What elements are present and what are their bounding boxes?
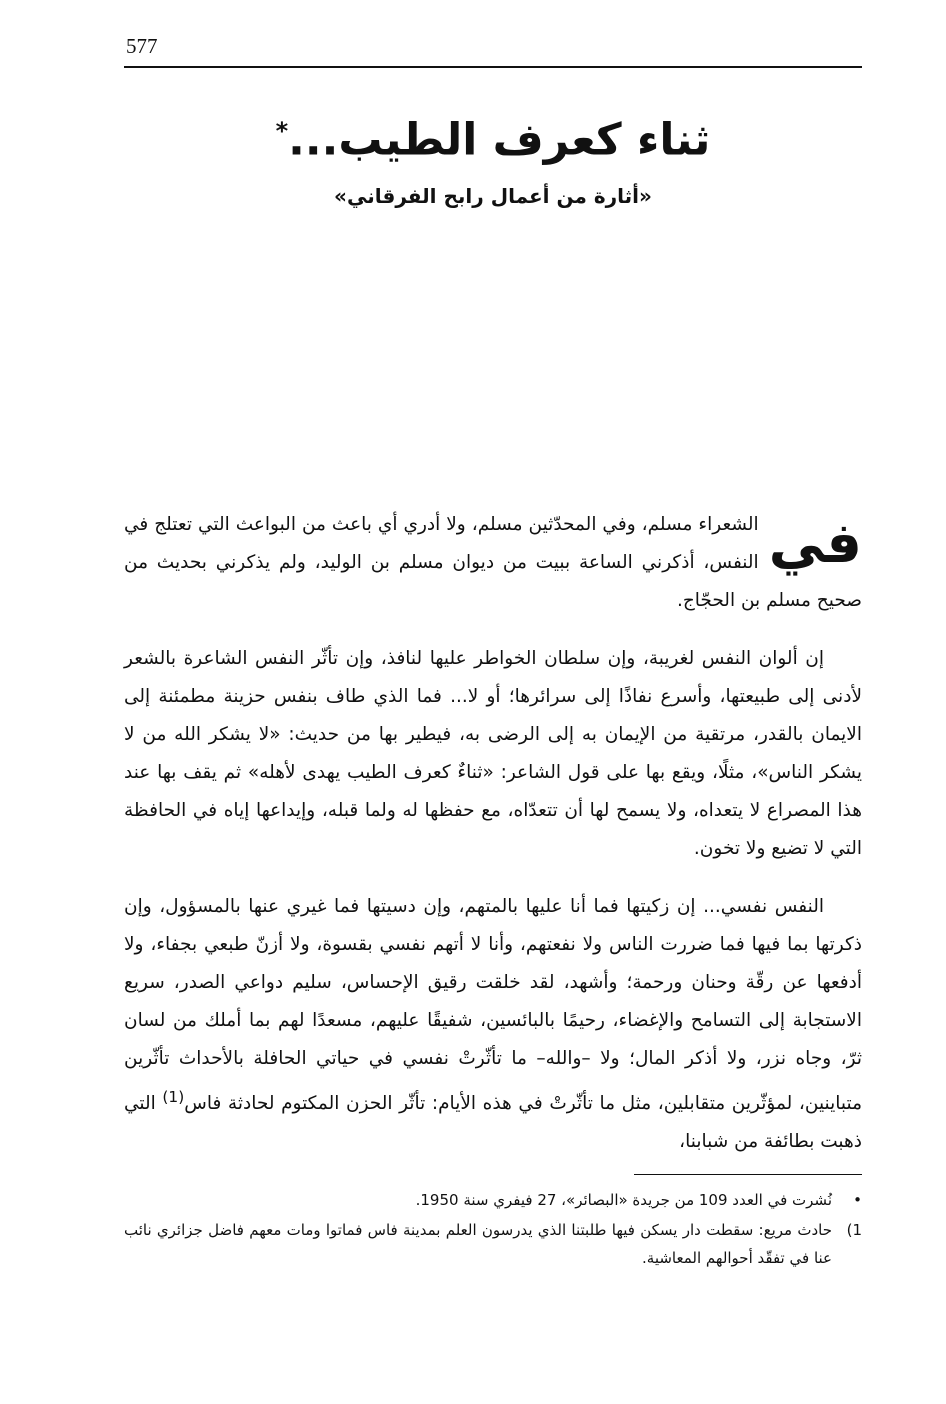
title-footnote-mark: *: [275, 117, 289, 145]
footnote-marker: •: [853, 1191, 862, 1209]
paragraph-1-text: الشعراء مسلم، وفي المحدّثين مسلم، ولا أدري أي باعث من البواعث التي تعتلج في النفس، أذكرني الساعة ببيت من ديوان مسلم بن الوليد، ولم يذكرني بحديث من صحيح مسلم بن الحجّاج.: [124, 514, 862, 611]
footnote-1: [124, 1216, 862, 1272]
article-title-text: ثناء كعرف الطيب...: [288, 114, 711, 166]
paragraph-3-text: النفس نفسي... إن زكيتها فما أنا عليها بالمتهم، وإن دسيتها فما غيري عنها بالمسؤول، وإن ذكرتها بما فيها فما ضررت الناس ولا نفعتهم، وأنا لا أتهم نفسي بقسوة، ولا أزنّ طبعي بجفاء، ولا أدفعها عن رقّة وحنان ورحمة؛ وأشهد، لقد خلقت رقيق الإحساس، سليم دواعي الصدر، سريع الاستجابة إلى التسامح والإغضاء، رحيمًا بالبائسين، شفيقًا عليهم، مسعدًا لهم بما أملك من لسان ثرّ، وجاه نزر، ولا أذكر المال؛ ولا –والله– ما تأثّرتْ نفسي في حياتي الحافلة بالأحداث تأثّرين متباينين، لمؤثّرين متقابلين، مثل ما تأثّرتْ في هذه الأيام: تأثّر الحزن المكتوم لحادثة فاس: [124, 896, 862, 1115]
paragraph-3: [124, 888, 862, 1161]
footnote-reference: (1): [162, 1088, 185, 1106]
footnote-marker: 1): [846, 1221, 862, 1239]
header-rule: [124, 66, 862, 68]
dropcap: في: [768, 511, 862, 576]
paragraph-2: إن ألوان النفس لغريبة، وإن سلطان الخواطر عليها لنافذ، وإن تأثّر النفس الشاعرة بالشعر لأدنى إلى طبيعتها، وأسرع نفاذًا إلى سرائرها؛ أو لا... فما الذي طاف بنفس حزينة مطمئنة إلى الايمان بالقدر، مرتقية من الإيمان به إلى الرضى به، فيطير بها من حديث: «لا يشكر الله من لا يشكر الناس»، مثلًا، ويقع بها على قول الشاعر: «ثناءٌ كعرف الطيب يهدى لأهله» ثم يقف بها عند هذا المصراع لا يتعداه، ولا يسمح لها أن تتعدّاه، مع حفظها له ولما قبله، وإيداعها إياه في الحافظة التي لا تضيع ولا تخون.: [124, 648, 862, 859]
article-subtitle: «أثارة من أعمال رابح الفرقاني»: [334, 184, 652, 208]
article-body: [124, 506, 862, 1181]
footnote-text: نُشرت في العدد 109 من جريدة «البصائر»، 27 فيفري سنة 1950.: [415, 1191, 832, 1209]
footnotes: [124, 1186, 862, 1274]
page-number: 577: [126, 34, 158, 58]
article-title: [124, 96, 862, 176]
footnote-text: حادث مريع: سقطت دار يسكن فيها طلبتنا الذي يدرسون العلم بمدينة فاس فماتوا ومات معهم فاضل جزائري نائب عنا في تفقّد أحوالهم المعاشية.: [124, 1221, 832, 1267]
paragraph-3-end: التي ذهبت بطائفة من شبابنا،: [124, 1093, 862, 1153]
footnote-rule: [634, 1174, 862, 1175]
paragraph-1: [124, 506, 862, 620]
footnote-publication: [124, 1186, 862, 1214]
